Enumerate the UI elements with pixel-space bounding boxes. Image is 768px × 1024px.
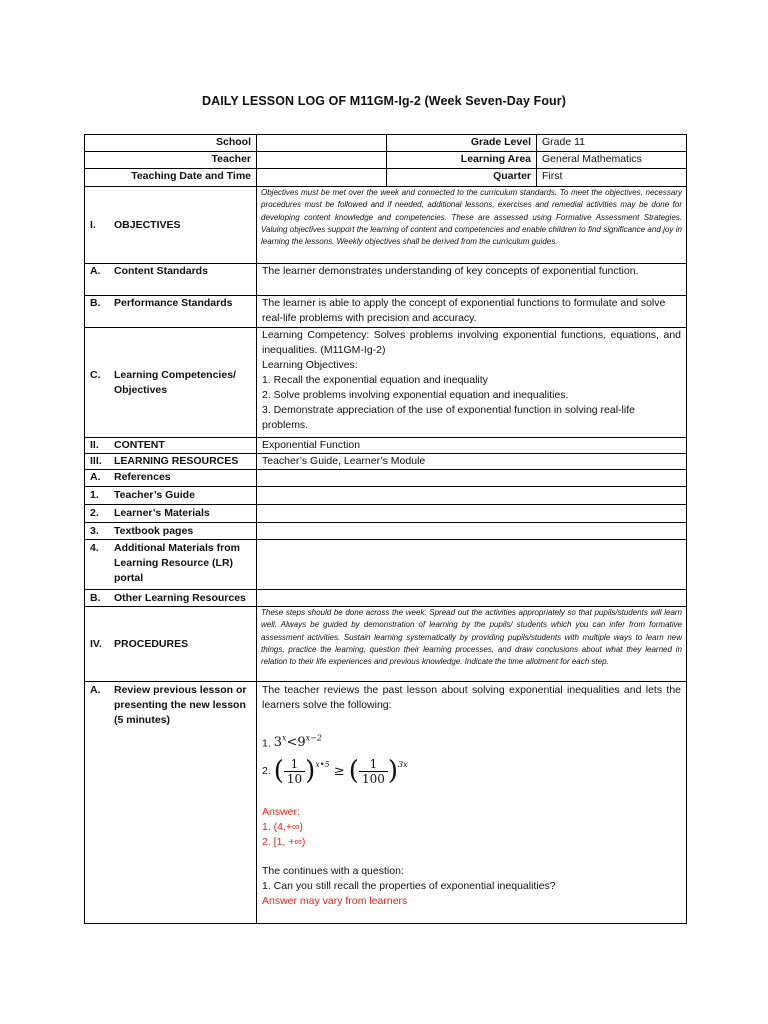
teachers-guide-row bbox=[85, 487, 687, 505]
question-intro: The continues with a question: bbox=[262, 865, 404, 878]
review-row bbox=[85, 682, 687, 924]
content-row bbox=[85, 438, 687, 454]
resources-num: III. bbox=[90, 455, 102, 467]
other-resources-num: B. bbox=[90, 591, 101, 604]
eq2-exponent-1: x•5 bbox=[315, 759, 330, 769]
learners-materials-num: 2. bbox=[90, 507, 99, 519]
fraction-2-numerator: 1 bbox=[359, 757, 388, 772]
additional-materials-label: Additional Materials from Learning Resource (LR) portal bbox=[114, 542, 241, 584]
fraction-2 bbox=[359, 757, 388, 786]
grade-level-label: Grade Level bbox=[387, 135, 537, 152]
competencies-num: C. bbox=[90, 368, 101, 381]
fraction-1-numerator: 1 bbox=[284, 757, 305, 772]
teachers-guide-num: 1. bbox=[90, 489, 99, 501]
objective-1: 1. Recall the exponential equation and inequality bbox=[262, 374, 488, 386]
textbook-label: Textbook pages bbox=[114, 524, 194, 537]
content-standards-text: The learner demonstrates understanding of key concepts of exponential function. bbox=[257, 264, 687, 296]
content-standards-num: A. bbox=[90, 265, 101, 277]
content-standards-row bbox=[85, 264, 687, 296]
review-label: Review previous lesson or presenting the new lesson bbox=[114, 684, 247, 711]
school-value bbox=[257, 135, 387, 152]
answer-2: 2. [1, +∞) bbox=[262, 836, 306, 849]
school-label: School bbox=[85, 135, 257, 152]
quarter-label: Quarter bbox=[387, 169, 537, 187]
review-time: (5 minutes) bbox=[114, 714, 171, 726]
learning-objectives-title: Learning Objectives: bbox=[262, 359, 358, 371]
eq2-operator: ≥ bbox=[333, 763, 345, 779]
performance-standards-label: Performance Standards bbox=[114, 297, 233, 309]
eq2-exponent-2: 3x bbox=[398, 759, 408, 769]
header-table bbox=[84, 134, 687, 187]
learning-area-label: Learning Area bbox=[387, 152, 537, 169]
objectives-note: Objectives must be met over the week and connected to the curriculum standards. To meet the objectives, necessary procedures must be followed and if needed, additional lessons, exercises and remedial activities may be done for developing content knowledge and competencies. These are assessed using Formative Assessment Strategies. Valuing objectives support the learning of content and competencies and enable children to find significance and joy in learning the lessons. Weekly objectives shall be derived from the curriculum guides. bbox=[257, 187, 687, 264]
eq1-operator: < bbox=[286, 735, 298, 751]
eq1-exponent-2: x−2 bbox=[305, 734, 322, 743]
eq1-base-1: 3 bbox=[273, 735, 282, 751]
objectives-label: OBJECTIVES bbox=[114, 218, 181, 231]
lesson-table bbox=[84, 186, 687, 924]
date-time-value bbox=[257, 169, 387, 187]
objective-3: 3. Demonstrate appreciation of the use of exponential function in solving real-life problems. bbox=[262, 404, 635, 431]
teachers-guide-label: Teacher’s Guide bbox=[114, 489, 195, 501]
fraction-2-denominator: 100 bbox=[361, 771, 385, 786]
resources-text: Teacher’s Guide, Learner’s Module bbox=[257, 454, 687, 470]
equation-2-num: 2. bbox=[262, 764, 271, 777]
answer-title: Answer: bbox=[262, 806, 300, 819]
resources-row bbox=[85, 454, 687, 470]
other-resources-label: Other Learning Resources bbox=[114, 591, 246, 604]
learning-competency: Learning Competency: Solves problems involving exponential functions, equations, and inequalities. (M11GM-Ig-2) bbox=[262, 329, 681, 356]
equation-1-num: 1. bbox=[262, 737, 271, 750]
additional-materials-row bbox=[85, 540, 687, 590]
quarter-value: First bbox=[537, 169, 687, 187]
procedures-num: IV. bbox=[90, 637, 102, 650]
equation-2: 2. ( $\frac{1}{10}$ ) $^{x•5}$ ≥ ( $\frac{1}{100}$ ) $^{3x}$ bbox=[262, 756, 408, 787]
objective-2: 2. Solve problems involving exponential equation and inequalities. bbox=[262, 389, 569, 401]
additional-materials-num: 4. bbox=[90, 542, 99, 554]
content-standards-label: Content Standards bbox=[114, 265, 208, 277]
eq1-base-2: 9 bbox=[297, 735, 306, 751]
page-title: DAILY LESSON LOG OF M11GM-Ig-2 (Week Seven-Day Four) bbox=[201, 94, 567, 108]
performance-standards-row bbox=[85, 296, 687, 328]
textbook-row bbox=[85, 523, 687, 540]
performance-standards-num: B. bbox=[90, 297, 101, 309]
objectives-num: I. bbox=[90, 218, 96, 231]
procedures-row bbox=[85, 607, 687, 682]
question-1: 1. Can you still recall the properties of exponential inequalities? bbox=[262, 880, 556, 893]
references-row bbox=[85, 470, 687, 487]
date-time-label: Teaching Date and Time bbox=[85, 169, 257, 187]
other-resources-row bbox=[85, 590, 687, 607]
references-label: References bbox=[114, 471, 171, 483]
objectives-row bbox=[85, 187, 687, 264]
performance-standards-text: The learner is able to apply the concept of exponential functions to formulate and solve real-life problems with precision and accuracy. bbox=[257, 296, 687, 328]
review-intro: The teacher reviews the past lesson about solving exponential inequalities and lets the learners solve the following: bbox=[262, 684, 681, 711]
teacher-value bbox=[257, 152, 387, 169]
competencies-row bbox=[85, 328, 687, 438]
content-num: II. bbox=[90, 439, 99, 451]
learners-materials-label: Learner’s Materials bbox=[114, 507, 210, 519]
review-num: A. bbox=[90, 684, 101, 696]
procedures-label: PROCEDURES bbox=[114, 637, 189, 650]
content-text: Exponential Function bbox=[257, 438, 687, 454]
teacher-label: Teacher bbox=[85, 152, 257, 169]
eq1-exponent-1: x bbox=[281, 734, 287, 743]
competencies-label: Learning Competencies/ Objectives bbox=[114, 368, 236, 396]
question-answer: Answer may vary from learners bbox=[262, 895, 408, 908]
resources-label: LEARNING RESOURCES bbox=[114, 455, 239, 467]
procedures-note: These steps should be done across the week. Spread out the activities appropriately so that pupils/students will learn well. Always be guided by demonstration of learning by the pupils/ students which you can infer from formative assessment activities. Sustain learning systematically by providing pupils/students with multiple ways to learn new things, practice the learning, question their learning processes, and draw conclusions about what they learned in relation to their life experiences and previous knowledge. Indicate the time allotment for each step. bbox=[257, 607, 687, 682]
content-label: CONTENT bbox=[114, 439, 165, 451]
learners-materials-row bbox=[85, 505, 687, 523]
equation-1 bbox=[262, 731, 681, 751]
grade-level-value: Grade 11 bbox=[537, 135, 687, 152]
answer-1: 1. (4,+∞) bbox=[262, 821, 304, 834]
fraction-1 bbox=[284, 757, 305, 786]
learning-area-value: General Mathematics bbox=[537, 152, 687, 169]
textbook-num: 3. bbox=[90, 524, 99, 537]
references-num: A. bbox=[90, 471, 101, 483]
fraction-1-denominator: 10 bbox=[286, 771, 303, 786]
